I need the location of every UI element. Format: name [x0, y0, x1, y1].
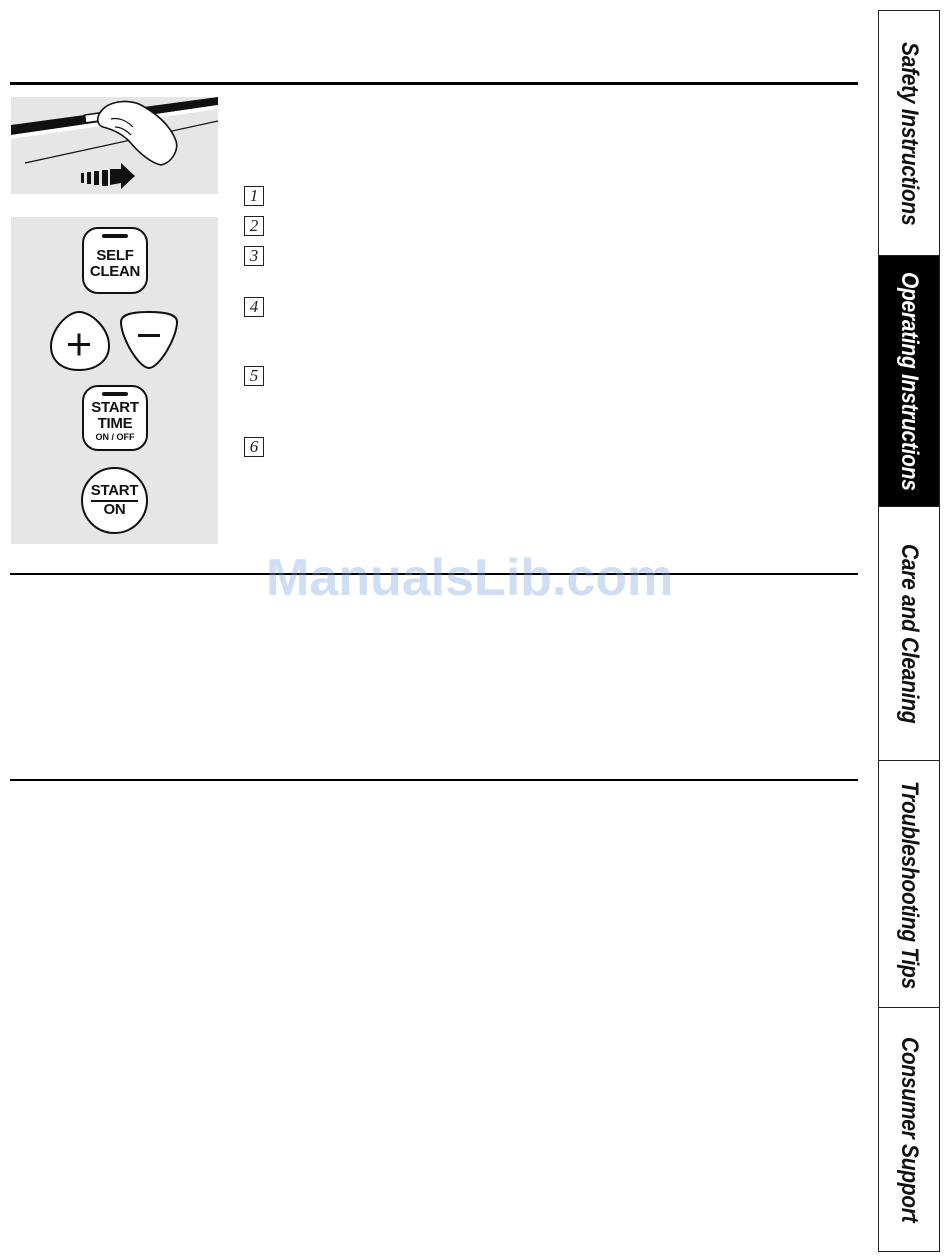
start-time-pad[interactable] [82, 385, 148, 451]
control-pad-illustration [11, 217, 218, 544]
section-tabs [878, 10, 940, 1252]
indicator-light [102, 392, 128, 396]
self-clean-line2: CLEAN [89, 262, 141, 280]
start-time-line1: START [91, 398, 139, 416]
start-time-line2: TIME [97, 414, 133, 432]
step-number: 1 [244, 186, 264, 206]
start-on-line2: ON [103, 501, 126, 518]
minus-icon[interactable] [121, 312, 177, 368]
watermark: ManualsLib.com [266, 549, 674, 607]
tab-label: Consumer Support [896, 1036, 923, 1223]
tab-label: Troubleshooting Tips [896, 780, 923, 989]
plus-icon[interactable] [51, 312, 109, 370]
step-number: 3 [244, 246, 264, 266]
tab-label: Operating Instructions [896, 272, 923, 491]
plus-minus-pads [49, 310, 179, 372]
door-latch-illustration [11, 97, 218, 194]
step-number: 2 [244, 216, 264, 236]
step-number: 5 [244, 366, 264, 386]
self-clean-line1: SELF [96, 246, 134, 264]
header-rule [10, 82, 858, 85]
tab-operating-instructions[interactable] [878, 255, 940, 508]
tab-consumer-support[interactable] [878, 1007, 940, 1252]
start-on-line1: START [91, 483, 138, 502]
tab-safety-instructions[interactable] [878, 10, 940, 257]
step-number: 6 [244, 437, 264, 457]
tab-label: Safety Instructions [896, 41, 923, 226]
self-clean-pad[interactable] [82, 227, 148, 294]
tab-troubleshooting-tips[interactable] [878, 760, 940, 1009]
section-rule [10, 779, 858, 781]
step-number: 4 [244, 297, 264, 317]
start-on-pad[interactable] [81, 467, 148, 534]
tab-care-and-cleaning[interactable] [878, 506, 940, 762]
tab-label: Care and Cleaning [896, 544, 923, 724]
indicator-light [102, 234, 128, 238]
start-time-line3: ON / OFF [95, 431, 135, 442]
oven-door-latch-hand-icon [11, 97, 218, 194]
